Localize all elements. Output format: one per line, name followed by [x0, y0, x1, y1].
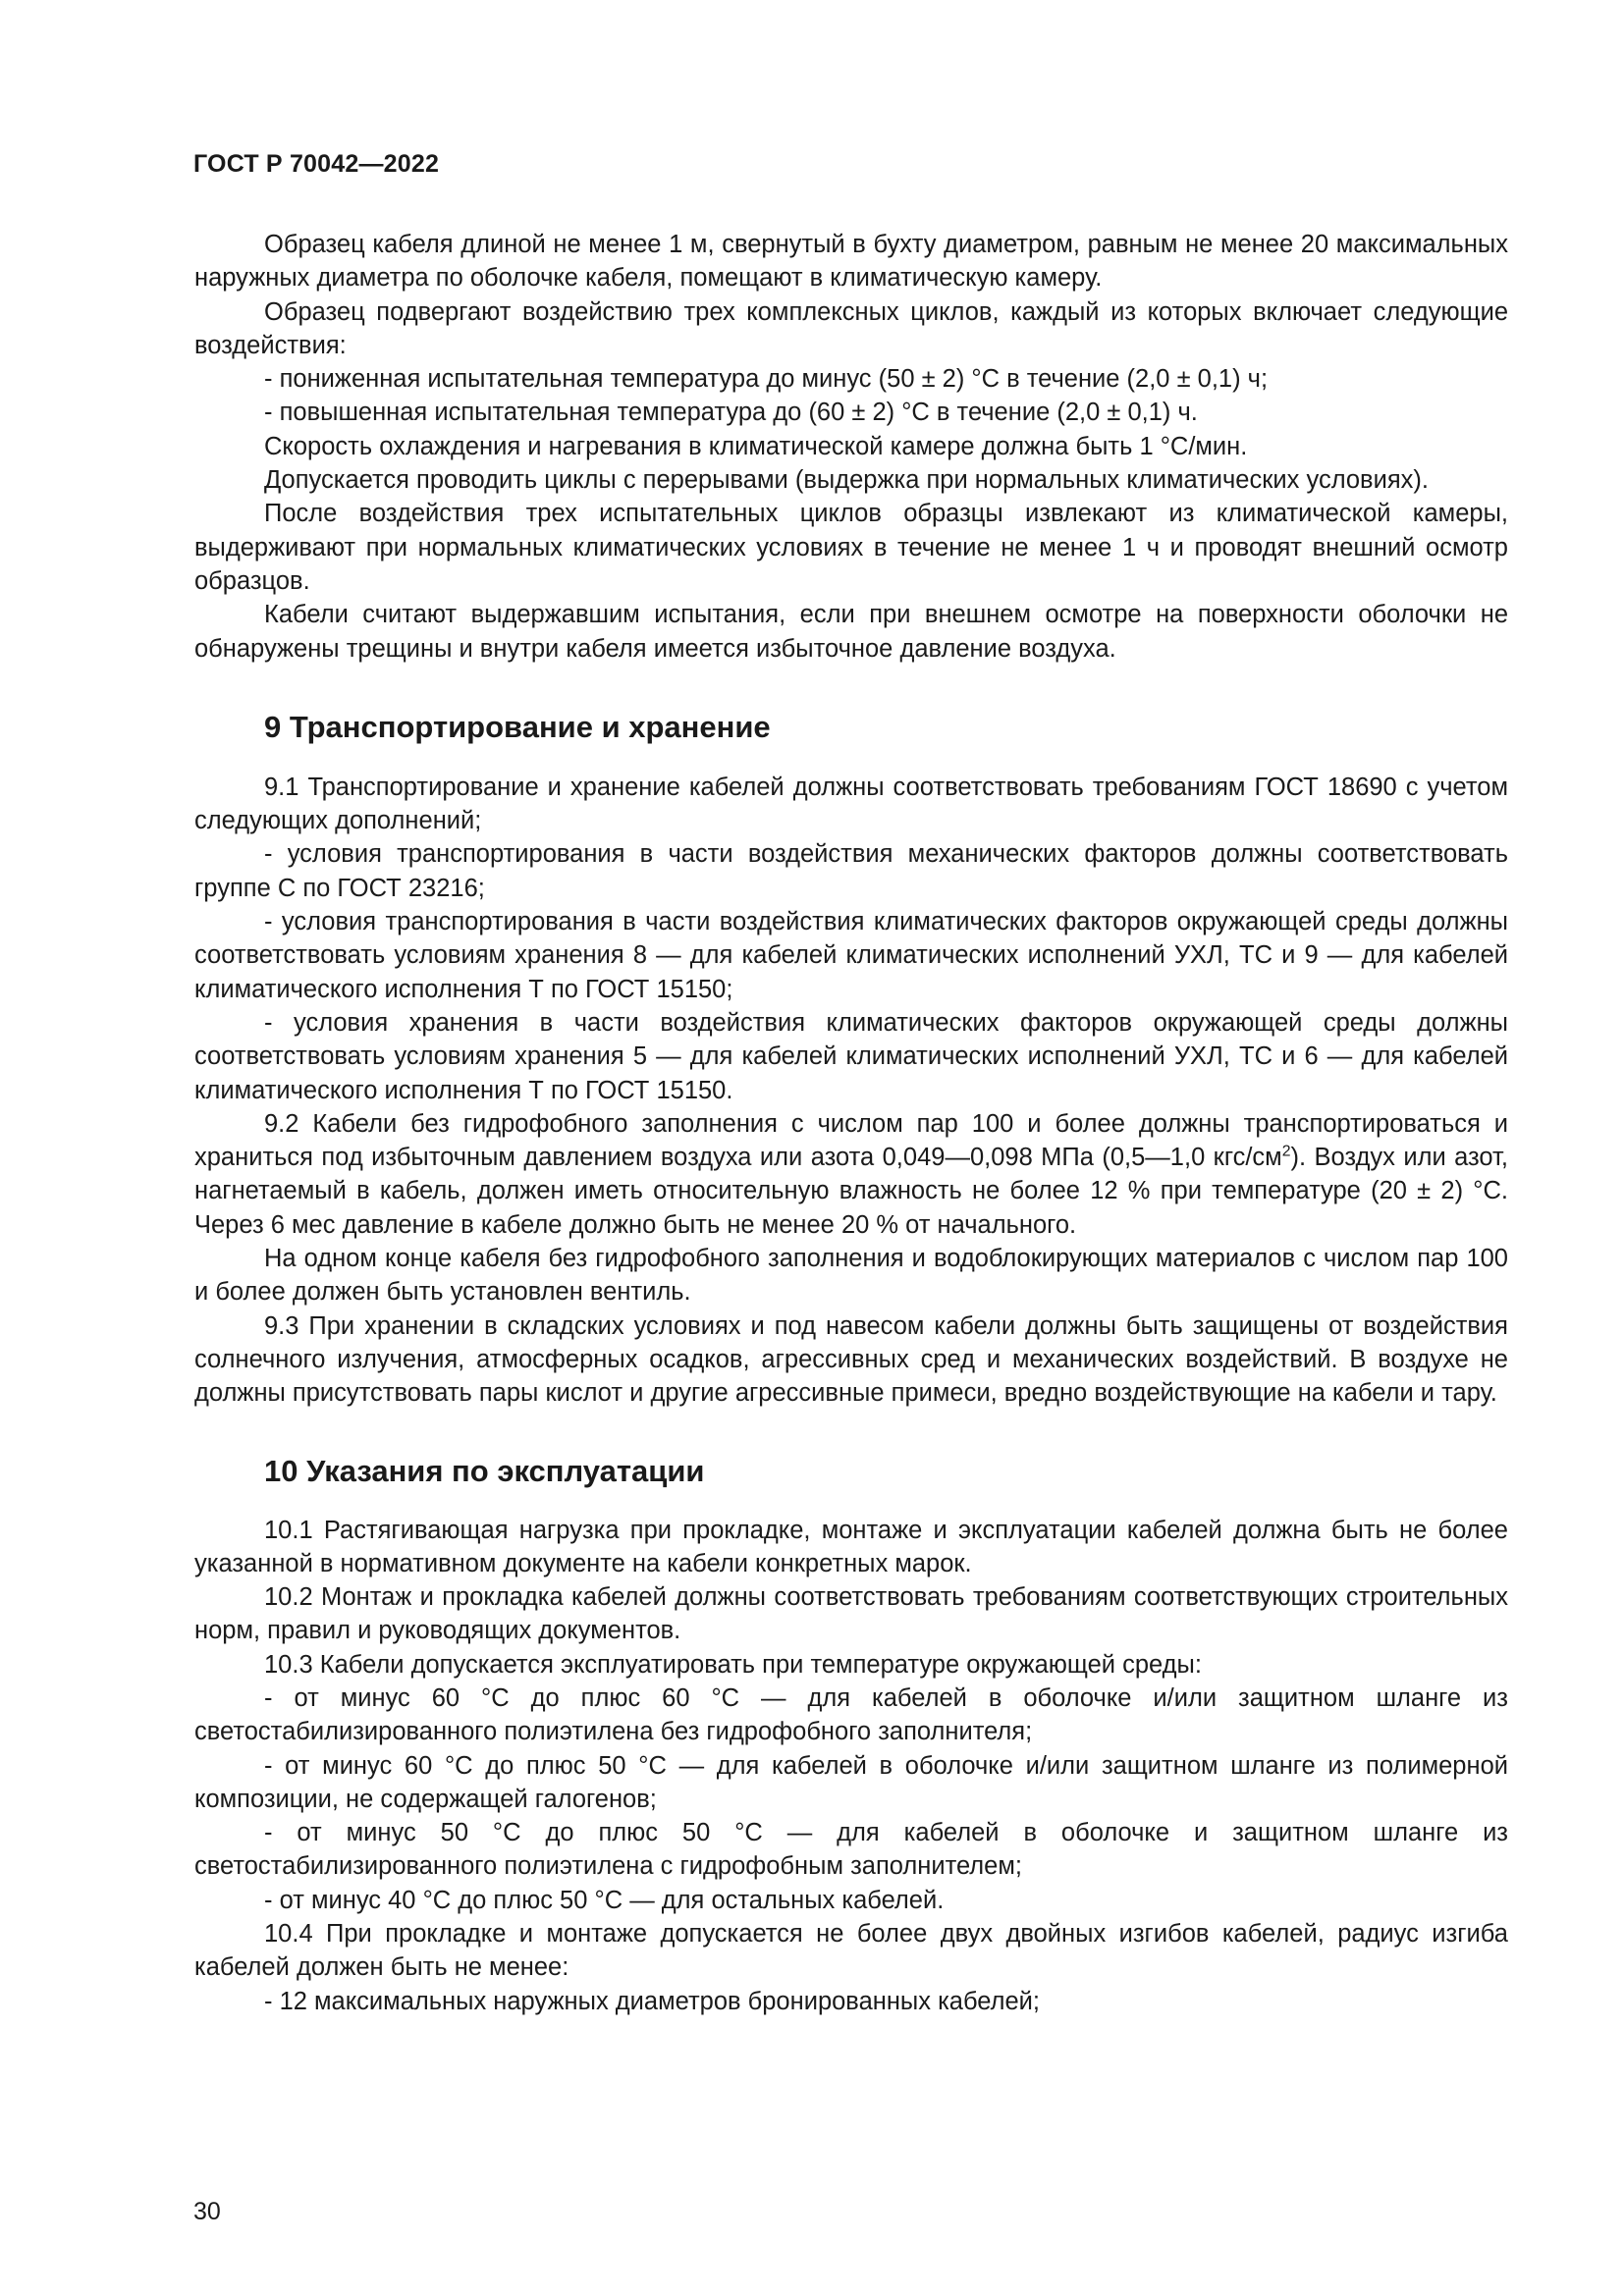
paragraph: После воздействия трех испытательных циклов образцы извлекают из климатической камеры, выдерживают при нормальных климатических условиях в течение не менее 1 ч и проводят внешний осмотр образцов. [194, 500, 1508, 595]
paragraph: Скорость охлаждения и нагревания в климатической камере должна быть 1 °С/мин. [264, 432, 1248, 460]
list-item: - повышенная испытательная температура до (60 ± 2) °С в течение (2,0 ± 0,1) ч. [264, 399, 1198, 427]
section-heading-10: 10 Указания по эксплуатации [264, 1453, 705, 1488]
list-item: - условия хранения в части воздействия климатических факторов окружающей среды должны соответствовать условиям хранения 5 — для кабелей климатических исполнений УХЛ, ТС и 6 — для кабелей климатического исполнения Т по ГОСТ 15150. [194, 1008, 1508, 1104]
list-item: - от минус 40 °С до плюс 50 °С — для остальных кабелей. [264, 1886, 945, 1914]
list-item: - от минус 60 °С до плюс 50 °С — для кабелей в оболочке и/или защитном шланге из полимерной композиции, не содержащей галогенов; [194, 1751, 1508, 1813]
list-item: - пониженная испытательная температура до минус (50 ± 2) °С в течение (2,0 ± 0,1) ч; [264, 365, 1269, 394]
paragraph-text: 9.2 Кабели без гидрофобного заполнения с числом пар 100 и более должны транспортироваться и храниться под избыточным давлением воздуха или азота 0,049—0,098 МПа (0,5—1,0 кгс/см [194, 1109, 1508, 1172]
paragraph: Образец подвергают воздействию трех комплексных циклов, каждый из которых включает следующие воздействия: [194, 297, 1508, 359]
paragraph-text: ). Воздух или азот, нагнетаемый в кабель, должен иметь относительную влажность не более 12 % при температуре (20 ± 2) °С. Через 6 мес давление в кабеле должно быть не менее 20 % от начального. [194, 1144, 1508, 1239]
paragraph: На одном конце кабеля без гидрофобного заполнения и водоблокирующих материалов с числом пар 100 и более должен быть установлен вентиль. [194, 1245, 1508, 1307]
paragraph: Кабели считают выдержавшим испытания, если при внешнем осмотре на поверхности оболочки не обнаружены трещины и внутри кабеля имеется избыточное давление воздуха. [194, 601, 1508, 663]
page-number: 30 [193, 2198, 221, 2225]
paragraph: 9.1 Транспортирование и хранение кабелей должны соответствовать требованиям ГОСТ 18690 с учетом следующих дополнений; [194, 773, 1508, 835]
paragraph: 10.2 Монтаж и прокладка кабелей должны соответствовать требованиям соответствующих строительных норм, правил и руководящих документов. [194, 1583, 1508, 1645]
paragraph: Образец кабеля длиной не менее 1 м, свернутый в бухту диаметром, равным не менее 20 максимальных наружных диаметра по оболочке кабеля, помещают в климатическую камеру. [194, 231, 1508, 293]
document-body [194, 228, 1508, 2018]
paragraph: 9.3 При хранении в складских условиях и под навесом кабели должны быть защищены от воздействия солнечного излучения, атмосферных осадков, агрессивных сред и механических воздействий. В воздухе не должны присутствовать пары кислот и другие агрессивные примеси, вредно воздействующие на кабели и тару. [194, 1311, 1508, 1408]
paragraph: Допускается проводить циклы с перерывами (выдержка при нормальных климатических условиях). [264, 466, 1429, 495]
paragraph: 10.4 При прокладке и монтаже допускается не более двух двойных изгибов кабелей, радиус изгиба кабелей должен быть не менее: [194, 1920, 1508, 1982]
paragraph: 10.1 Растягивающая нагрузка при прокладке, монтаже и эксплуатации кабелей должна быть не более указанной в нормативном документе на кабели конкретных марок. [194, 1516, 1508, 1577]
list-item: - условия транспортирования в части воздействия механических факторов должны соответствовать группе С по ГОСТ 23216; [194, 840, 1508, 902]
list-item: - от минус 50 °С до плюс 50 °С — для кабелей в оболочке и защитном шланге из светостабилизированного полиэтилена с гидрофобным заполнителем; [194, 1819, 1508, 1881]
paragraph-9-2 [194, 1107, 1508, 1242]
list-item: - 12 максимальных наружных диаметров бронированных кабелей; [264, 1987, 1041, 2015]
document-header: ГОСТ Р 70042—2022 [193, 150, 440, 178]
superscript: 2 [1281, 1143, 1291, 1160]
section-heading-9: 9 Транспортирование и хранение [264, 709, 771, 744]
list-item: - условия транспортирования в части воздействия климатических факторов окружающей среды должны соответствовать условиям хранения 8 — для кабелей климатических исполнений УХЛ, ТС и 9 — для кабелей климатического исполнения Т по ГОСТ 15150; [194, 908, 1508, 1003]
paragraph: 10.3 Кабели допускается эксплуатировать при температуре окружающей среды: [264, 1650, 1202, 1679]
list-item: - от минус 60 °С до плюс 60 °С — для кабелей в оболочке и/или защитном шланге из светостабилизированного полиэтилена без гидрофобного заполнителя; [194, 1683, 1508, 1746]
